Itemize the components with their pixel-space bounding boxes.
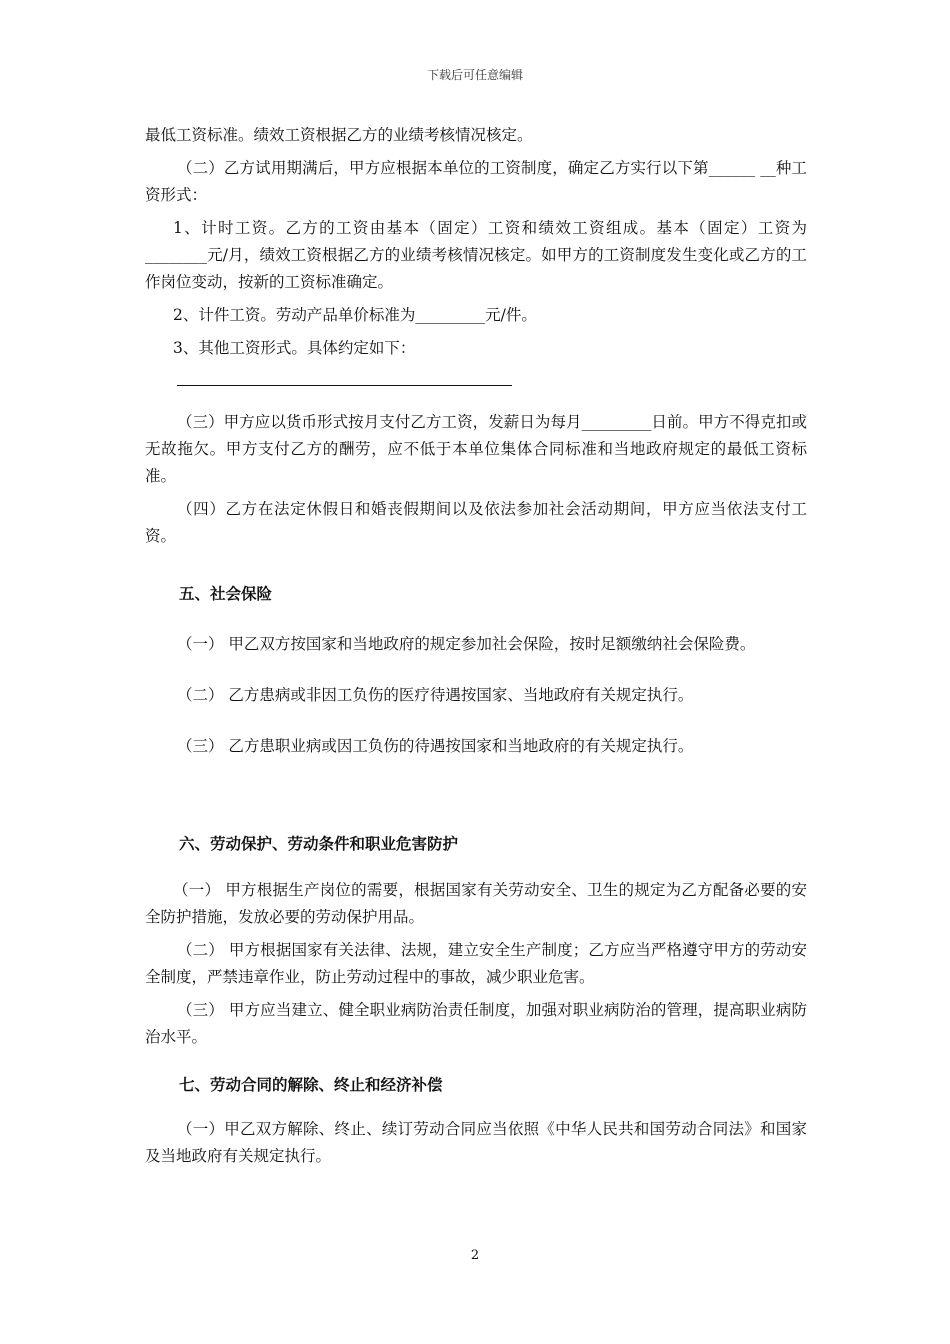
paragraph-wage-form: （二）乙方试用期满后，甲方应根据本单位的工资制度，确定乙方实行以下第______ __种工资形式： (145, 159, 807, 204)
page-header: 下载后可任意编辑 (426, 68, 523, 82)
paragraph-protection-2: （二） 甲方根据国家有关法律、法规，建立安全生产制度；乙方应当严格遵守甲方的劳动安全制度，严禁违章作业，防止劳动过程中的事故，减少职业危害。 (145, 941, 807, 986)
paragraph-holiday-pay: （四）乙方在法定休假日和婚丧假期间以及依法参加社会活动期间，甲方应当依法支付工资。 (145, 500, 807, 545)
section-heading-social-insurance: 五、社会保险 (179, 584, 273, 603)
section-heading-labor-protection: 六、劳动保护、劳动条件和职业危害防护 (179, 834, 459, 853)
paragraph-insurance-3: （三） 乙方患职业病或因工负伤的待遇按国家和当地政府的有关规定执行。 (177, 737, 694, 755)
paragraph-termination-1: （一）甲乙双方解除、终止、续订劳动合同应当依照《中华人民共和国劳动合同法》和国家及当地政府有关规定执行。 (145, 1120, 807, 1165)
paragraph-protection-1: （一） 甲方根据生产岗位的需要，根据国家有关劳动安全、卫生的规定为乙方配备必要的安全防护措施，发放必要的劳动保护用品。 (145, 881, 807, 926)
paragraph-protection-3: （三） 甲方应当建立、健全职业病防治责任制度，加强对职业病防治的管理，提高职业病防治水平。 (145, 1001, 807, 1046)
paragraph-insurance-1: （一） 甲乙双方按国家和当地政府的规定参加社会保险，按时足额缴纳社会保险费。 (177, 635, 756, 653)
paragraph-hourly-wage: 1、计时工资。乙方的工资由基本（固定）工资和绩效工资组成。基本（固定）工资为________元/月，绩效工资根据乙方的业绩考核情况核定。如甲方的工资制度发生变化或乙方的工作岗位变动，按新的工资标准确定。 (145, 219, 807, 291)
paragraph-other-wage: 3、其他工资形式。具体约定如下： (173, 339, 416, 357)
document-body (145, 122, 807, 1176)
page-number: 2 (470, 1248, 480, 1263)
paragraph-piece-wage: 2、计件工资。劳动产品单价标准为_________元/件。 (173, 306, 537, 324)
paragraph-wage-standard: 最低工资标准。绩效工资根据乙方的业绩考核情况核定。 (145, 126, 533, 144)
paragraph-insurance-2: （二） 乙方患病或非因工负伤的医疗待遇按国家、当地政府有关规定执行。 (177, 686, 694, 704)
blank-fill-line-row (145, 368, 807, 395)
blank-fill-line (177, 371, 512, 386)
paragraph-pay-date: （三）甲方应以货币形式按月支付乙方工资，发薪日为每月_________日前。甲方不得克扣或无故拖欠。甲方支付乙方的酬劳，应不低于本单位集体合同标准和当地政府规定的最低工资标准。 (145, 413, 807, 485)
section-heading-contract-termination: 七、劳动合同的解除、终止和经济补偿 (179, 1075, 443, 1094)
